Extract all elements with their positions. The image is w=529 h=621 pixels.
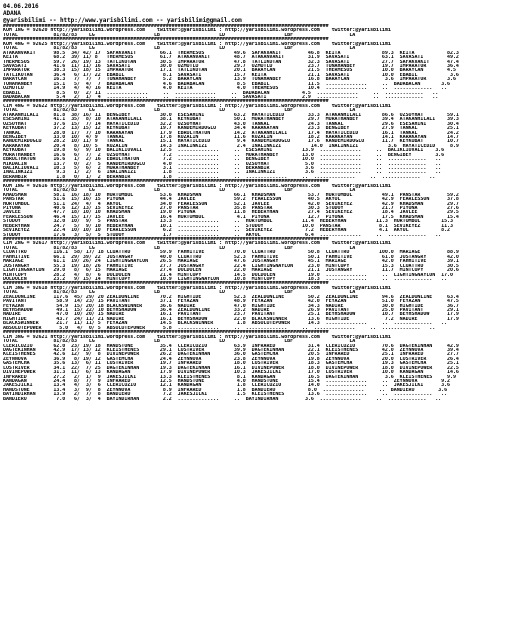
report-body xyxy=(3,24,527,401)
report-line: ############################################################################################################## xyxy=(3,281,329,286)
report-line: JAKESJILKI 13.4 4/ 3/ 6 CLERICUZIO 12.1 KANDAGAN 1.8 CLERICUZIO 14.0 .............. .. JAKESJILKI 3.6 xyxy=(3,383,451,388)
report-line: LIGHTINGNAYLON 29.0 8/ 6/ 15 MARIAGE 27.4 DOLDOLEN 22.0 MARIAGE 21.1 JUSTANGRY 11.7 MINTCOPY 20.6 xyxy=(3,268,459,273)
report-line: TUNAHANBEY 15.1 5/ 4/ 7 BADABACAN 4.6 BADABACAN 8.5 EBABIL 11.5 .............. .. BADABACAN 3.6 xyxy=(3,81,451,87)
report-line: TOTAL 81/82/83 LG LB LD LBF LA xyxy=(3,339,356,344)
report-line: TOTAL 81/82/83 LG LB LD LBF LA xyxy=(3,32,356,38)
report-line: MIKDALIN 13.7 0/ 2/ 5 KANDEMIRDOGLU 4.0 .............. .. OZSOYHAT 5.0 .............. .. ............. .. xyxy=(3,161,442,166)
report-line: TOTAL 81/82/83 LG LB LD LBF LA xyxy=(3,188,356,193)
report-line: DOLDOLEN 23.2 9/ 15/ 14 MINTCOPY 10.9 LIGHTINGNAYLON 10.8 MINTCOPY 18.3 .............. .. ............. .. xyxy=(3,276,448,282)
report-line: ############################################################################################################## xyxy=(3,24,329,29)
report-line: BLACKSWINNER 21.7 11/ 11/ 5 FEYAZAN 14.5 BLACKSWINNER 1.8 ABSOLUTEPOWER 14.3 .............. .. ............. .. xyxy=(3,321,448,326)
report-line: HIGHTIDE 43.7 24/ 11/ 21 NADIRE 16.1 BEYHSHADOW 22.0 BLACKSWINNER 13.6 HIGHTIDE 7.2 NADIRE 17.9 xyxy=(3,316,459,322)
report-line: ZEYNNOVA 36.9 8/ 19/ 12 GASTEMCHA 24.4 ZEYNNOVA 23.8 ZEYNNOVA 19.8 ZEYNNOVA 20.0 LOSTRIVER 26.4 xyxy=(3,356,459,362)
report-line: HURTUMBUL 51.1 24/ 4/ 4 AKYOL 34.0 FEARLESSON 52.1 JAVLEE 42.0 SEVIKEYEZ 42.9 KHADSMAN 29.7 xyxy=(3,201,459,206)
report-line: BARAYCAN 16.3 7/ 7/ 7 TUNAHANBEY 5.2 BARAYCAN 13.9 TUNAHANBEY 16.8 BARAYCAN 3.6 IMPARATOR 3.6 xyxy=(3,77,456,82)
report-line: STUDOY 17.6 3/ 5/ 5 STUDOY 1.7 .............. .. AKYOL 6.4 .............. .. ............. .. xyxy=(3,232,442,237)
report-line: HEBERYHAN 24.7 5/ 9/ 10 HEBERYHAN 10.1 .............. .. STUDOY 10.0 PANSTAR 8.1 SEVIKEYEZ 11.3 xyxy=(3,223,453,229)
report-line: MURATHANBEY 16.6 6/ 7/ 2 OZSOYHAT 7.2 .............. .. MURATHANBEY 13.0 .............. .. BENGIBEY 3.6 xyxy=(3,152,445,158)
report-line: KLEISTHENES 42.6 12/ 9/ 8 DIVINEPOWER 26.2 DAGTEKINHAN 36.0 GASTEMCHA 20.5 INFRARED 25.1 INFRARED 27.7 xyxy=(3,352,459,357)
report-line: LOSTRIVER 34.1 22/ 7/ 25 DAGTEKINHAN 19.3 DAGTEKINHAN 16.1 DIVINEPOWER 18.0 DIVINEPOWER 18.0 DIVINEPOWER 22.5 xyxy=(3,365,459,371)
report-line: BADABACAN 5.4 2/ 1/ 4 .............. .. .............. .. SAVASATI 2.9 .............. .. ............. .. xyxy=(3,95,439,100)
report-line: SAVASATI 41.6 11/ 11/ 16 SAVASATI 30.0 OZMUTLU 29.7 OZMUTLU 23.7 TUNAHANBEY 19.7 IMPARATOR 36.4 xyxy=(3,63,459,69)
report-line: PAVITANT 58.9 14/ 23/ 15 PAVITANT 37.1 FEYAZAN 48.9 FEYAZAN 42.0 FEYAZAN 51.0 FEYAZAN 47.5 xyxy=(3,299,459,304)
report-line: ############################################################################################################## xyxy=(3,179,329,184)
report-line: KANDAGAN 24.4 8/ 7/ 9 INFRARED 12.5 HANDSTONE 4.0 HANDSTONE 15.4 .............. .. ZEYNNOVA 9.2 xyxy=(3,379,451,384)
report-date: 04.06.2016 xyxy=(3,3,39,10)
report-line: GASTEMCHA 35.6 13/ 6/ 11 LOSTRIVER 19.7 INFRARED 18.0 LOSTRIVER 18.3 GASTEMCHA 19.3 GASTEMCHA 25.1 xyxy=(3,361,459,366)
report-line: STUDOY 32.0 10/ 9/ 5 PANSTAR 13.3 .............. .. HURTUMBUL 11.4 HEBERYHAN 11.3 HURTUMBUL 15.3 xyxy=(3,219,453,224)
report-line: OZSOYHAT 37.6 15/ 7/ 14 HAYATICEDID 32.2 OZSOYHAT 43.0 TANKAL 24.3 TANKAL 29.6 ESESAHINI 30.4 xyxy=(3,121,459,127)
report-line: BEYHSHADOW 49.1 15/ 22/ 10 BEYHSHADOW 36.4 ZEALDUNLINE 33.2 NADIRE 26.9 PAVITANT 25.0 PAVITANT 29.1 xyxy=(3,308,459,313)
report-line: TATLIKOTAN 36.4 6/ 17/ 22 EBABIL 8.1 SAVASATI 15.7 KEITA 21.1 SAVASATI 10.0 EBABIL 3.6 xyxy=(3,72,459,78)
report-line: CIM 3NG = 92618 http://yarisbilimi.wordpress.com twitter:@yarisbilimi : http://yarisbilimi.wordpress.com twitter:@yarisbilimi xyxy=(3,285,391,291)
report-line: TOTAL 81/82/83 LG LB LD LBF LA xyxy=(3,290,356,295)
report-line: BANDIERO 7.0 6/ 3/ 4 BAYINDIRHAN 2.2 .............. .. BAYINDIRHAN 3.6 .............. .. ............. .. xyxy=(3,396,442,402)
report-line: EBRULTHATUN 16.6 1/ 2/ 16 EBRULTHATUN 7.2 .............. .. BENGIBEY 10.0 .............. .. ............. .. xyxy=(3,157,442,162)
report-line: BALIKLIOVALI 10.3 5/ 6/ 2 MURATHANBEY 3.1 .............. .. BERANBIR 3.6 .............. .. ............. .. xyxy=(3,166,442,171)
report-line: INFRARED 27.2 2/ 1/ 9 JAKESJILKI 13.3 KLEISTHENES 8.1 KANDAGAN 16.5 DAGTEKINHAN 3.6 KLEISTHENES 9.9 xyxy=(3,374,456,379)
report-line: ############################################################################################################## xyxy=(3,237,329,242)
report-line: FEYAZAN 54.9 15/ 20/ 18 BLACKSWINNER 36.6 NADIRE 47.0 HIGHTIDE 34.3 NADIRE 30.0 HIGHTIDE 36.7 xyxy=(3,303,459,308)
report-line: KUM 4NG = 92625 http://yarisbilimi.wordpress.com twitter:@yarisbilimi : http://yarisbilimi.wordpress.com twitter:@yarisbilimi xyxy=(3,41,391,47)
report-line: BAYINDIRHAN 13.9 2/ 7/ 8 BANDIERO 7.2 JAKESJILKI 1.5 KLEISTHENES 13.6 .............. .. ............. .. xyxy=(3,392,448,397)
report-line: CLOATTRO 116.1 58/ 17/ 18 CLOATTRO 59.9 FAHHITIVE 70.0 CLOATTRO 50.8 CLOATTRO 100.0 MARIAGE 88.9 xyxy=(3,250,459,255)
report-line: CLERICUZIO 62.0 23/ 19/ 18 HANDSTONE 35.4 CLERICUZIO 63.9 INFRARED 31.4 CLERICUZIO 70.6 DAGTEKINHAN 42.9 xyxy=(3,343,459,348)
report-line: CIM 3NG = 92621 http://yarisbilimi.wordpress.com twitter:@yarisbilimi : http://yarisbilimi.wordpress.com twitter:@yarisbilimi xyxy=(3,334,391,340)
report-line: KARAKAYAN 20.4 8/ 10/ 5 KOZALIN 14.3 INALINKIZI 2.4 INALINKIZI 14.0 INALINKIZI 3.6 HAYATICEDID 8.9 xyxy=(3,143,459,149)
report-line: CIM 2NG = 92617 http://yarisbilimi.wordpress.com twitter:@yarisbilimi : http://yarisbilimi.wordpress.com twitter:@yarisbilimi xyxy=(3,241,391,246)
report-line: HANDSTONE 13.4 3/ 9/ 8 ZEYNNOVA 8.9 INFRARED 1.8 BANDIERO 8.0 .............. .. BANDIERO 3.6 xyxy=(3,387,448,393)
report-line: KEITA 68.2 39/ 11/ 8 THERMESOS 61.7 ATAKANVAKIT 48.7 ATAKANVAKIT 31.9 SAVASATI 63.1 SAVASATI 49.2 xyxy=(3,55,459,60)
report-line: ############################################################################################################## xyxy=(3,99,329,104)
report-line: FEARLESSON 46.4 15/ 17/ 15 JAVLEE 16.4 HURTUMBUL 4.1 PIYONA 12.7 PIYONA 17.5 KHADSMAN 15.4 xyxy=(3,214,459,220)
report-line: KUM 1NG = 92620 http://yarisbilimi.wordpress.com twitter:@yarisbilimi : http://yarisbilimi.wordpress.com twitter:@yarisbilimi xyxy=(3,28,391,33)
report-line: NADIRE 47.0 10/ 20/ 15 NADIRE 16.1 PAVITANT 23.7 PAVITANT 25.1 BEYHSHADOW 10.7 BEYHSHADOW 17.9 xyxy=(3,312,459,317)
report-line: ATAKANVAKIT 98.5 34/ 42/ 17 SAFAKVAKIT 66.1 THERMESOS 49.6 SAFAKVAKIT 46.8 KEITA 89.3 KEITA 82.3 xyxy=(3,50,459,56)
report-line: KEYKUBAT 19.8 6/ 9/ 10 BALIKLIOVALI 12.5 .............. .. ESESAHINI 13.9 .............. .. BALIKLIOVALI 3.6 xyxy=(3,148,445,153)
report-line: ############################################################################################################## xyxy=(3,37,329,42)
report-line: ESESAHINI 41.1 35/ 8/ 10 ATAKANHILALI 38.1 KEYKUBAT 50.1 MURATHANBEY 29.7 MURATHANBEY 39.4 ATAKANHILALI 39.3 xyxy=(3,117,459,122)
report-line: ############################################################################################################## xyxy=(3,330,329,335)
report-line: DIVINEPOWER 31.3 11/ 6/ 13 KANDAGAN 17.9 DIVINEPOWER 10.3 JAKESJILKI 17.0 LOSTRIVER 10.0 KANDAGAN 14.6 xyxy=(3,370,459,375)
report-line: KHADSMAN 58.1 16/ 18/ 10 HURTUMBUL 53.6 KHADSMAN 66.1 KHADSMAN 53.7 HURTUMBUL 49.1 PANSTAR 59.2 xyxy=(3,192,459,198)
report-line: EBABIL 8.5 0/ 2/ 11 .............. .. .............. .. BADABACAN 4.5 .............. .. ............. .. xyxy=(3,90,439,95)
report-line: ABSOLUTEPOWER 5.0 4/ 0/ 5 ABSOLUTEPOWER 5.8 .............. .. .............. .. .............. .. ............. .. xyxy=(3,325,436,331)
report-line: BERANBIR 1.8 0/ 1/ 2 BERANBIR 1.8 .............. .. .............. .. .............. .. ............. .. xyxy=(3,174,436,180)
report-line: DAGTEKINHAN 42.9 17/ 13/ 12 KLEISTHENES 29.1 LOSTRIVER 39.9 DAGTEKINHAN 22.1 KLEISTHENES 42.0 ZEYNNOVA 39.4 xyxy=(3,347,459,353)
report-line: THERMESOS 59.7 26/ 19/ 13 TATLIKOTAN 30.5 IMPARATOR 47.8 TATLIKOTAN 32.3 SAVASATI 27.7 SAFAKVAKIT 47.4 xyxy=(3,59,459,64)
report-line: PIYONA 40.6 12/ 13/ 15 SEVIKEYEZ 27.0 PANSTAR 35.8 PANSTAR 30.3 STUDOY 21.7 PIYONA 27.6 xyxy=(3,205,459,211)
report-line: KUM 1NG = 92616 http://yarisbilimi.wordpress.com twitter:@yarisbilimi : http://yarisbilimi.wordpress.com twitter:@yarisbilimi xyxy=(3,183,391,189)
report-line: ZEALDUNLINE 117.6 45/ 29/ 20 ZEALDUNLINE 70.2 HIGHTIDE 52.3 ZEALDUNLINE 50.2 ZEALDUNLINE 94.6 ZEALDUNLINE 63.4 xyxy=(3,294,459,300)
report-line: TANKAL 28.0 17/ 7/ 10 KARAKAYAN 17.9 EBRULTHATUN 14.2 ATAKANHILALI 17.4 HAYATICEDID 16.1 TANKAL 24.2 xyxy=(3,130,459,135)
report-line: CIM 4NG = 92622 http://yarisbilimi.wordpress.com twitter:@yarisbilimi : http://yarisbilimi.wordpress.com twitter:@yarisbilimi xyxy=(3,103,391,109)
report-credits: @yarisbilimi -- http://www.yarisbilimi.com -- yarisbilimi@gmail.com xyxy=(3,17,242,24)
report-line: SEVIKEYEZ 22.4 10/ 10/ 10 FEARLESSON 6.2 .............. .. SEVIKEYEZ 7.2 HEBERYHAN 4.1 AKYOL 8.2 xyxy=(3,228,451,233)
report-line: TOTAL 81/82/83 LG LB LD LBF LA xyxy=(3,108,356,113)
report-line: JAVLEE 47.7 18/ 10/ 10 KHADSMAN 19.0 PIYONA 11.8 HEBERYHAN 27.4 SEVIKEYEZ 18.4 JAVLEE 29.5 xyxy=(3,210,459,215)
report-venue: ADANA xyxy=(3,10,21,17)
report-line: ATAKANHILALI 81.8 38/ 16/ 11 BENGIBEY 30.0 ESESAHINI 63.2 HAYATICEDID 33.3 ATAKANHILALI 86.6 OZSOYHAT 59.1 xyxy=(3,112,459,118)
report-line: BENGIBEY 33.0 10/ 4/ 9 TANKAL 17.8 KOZALIN 11.6 KOZALIN 18.2 KARAKAYAN 14.1 KARAKAYAN 14.7 xyxy=(3,134,459,140)
report-line: PANSTAR 51.6 15/ 16/ 15 PIYONA 44.4 JAVLEE 59.2 FEARLESSON 40.5 AKYOL 42.9 FEARLESSON 37.8 xyxy=(3,197,459,202)
report-line: KEYKUBAT 37.2 13/ 15/ 12 KEYKUBAT 19.7 KANDEMIRDOGLU 34.4 KARAKAYAN 23.3 BENGIBEY 27.9 TANKAL 25.1 xyxy=(3,126,459,131)
report-line: MINTCOPY 28.2 4/ 8/ 6 DOLDOLEN 21.4 MINTCOPY 14.5 DOLDOLEN 19.0 .............. .. LIGHTINGNAYLON 17.0 xyxy=(3,272,453,277)
report-line: TOTAL 81/82/83 LG LB LD LBF LA xyxy=(3,245,356,251)
report-line: IMPARATOR 38.3 15/ 18/ 15 IMPARATOR 17.1 TATLIKOTAN 20.1 BARAYCAN 21.5 THERMESOS 10.0 BARAYCAN 4.5 xyxy=(3,68,456,73)
report-line: TOTAL 81/82/83 LG LB LD LBF LA xyxy=(3,46,356,51)
report-line: OZMUTLU 14.9 4/ 4/ 16 KEITA 4.0 KEITA 4.0 THERMESOS 10.4 .............. .. ............. .. xyxy=(3,86,448,91)
report-line: MARIAGE 61.1 19/ 26/ 24 LIGHTINGNAYLON 26.5 MARIAGE 47.6 JUSTANGRY 45.1 MARIAGE 42.0 FAHHITIVE 39.1 xyxy=(3,259,459,264)
report-line: KANDEMIRDOGLU 28.2 10/ 11/ 9 TANKAL 15.1 HAYATICEDID 9.4 KANDEMIRDOGLU 17.6 KANDEMIRDOGLU 11.7 KEYKUBAT 10.7 xyxy=(3,139,459,144)
report-line: JUSTANGRY 55.3 19/ 18/ 26 FAHHITIVE 27.7 JUSTANGRY 22.4 LIGHTINGNAYLON 23.0 MINTCOPY 15.3 CLOATTRO 30.5 xyxy=(3,263,459,269)
report-line: FAHHITIVE 66.1 29/ 39/ 22 JUSTANGRY 40.0 CLOATTRO 52.3 FAHHITIVE 50.1 FAHHITIVE 61.0 JUSTANGRY 42.0 xyxy=(3,254,459,260)
report-line: INALINKIZI 9.3 1/ 2/ 6 INALINKIZI 1.8 .............. .. INALINKIZI 3.6 .............. .. ............. .. xyxy=(3,170,442,175)
